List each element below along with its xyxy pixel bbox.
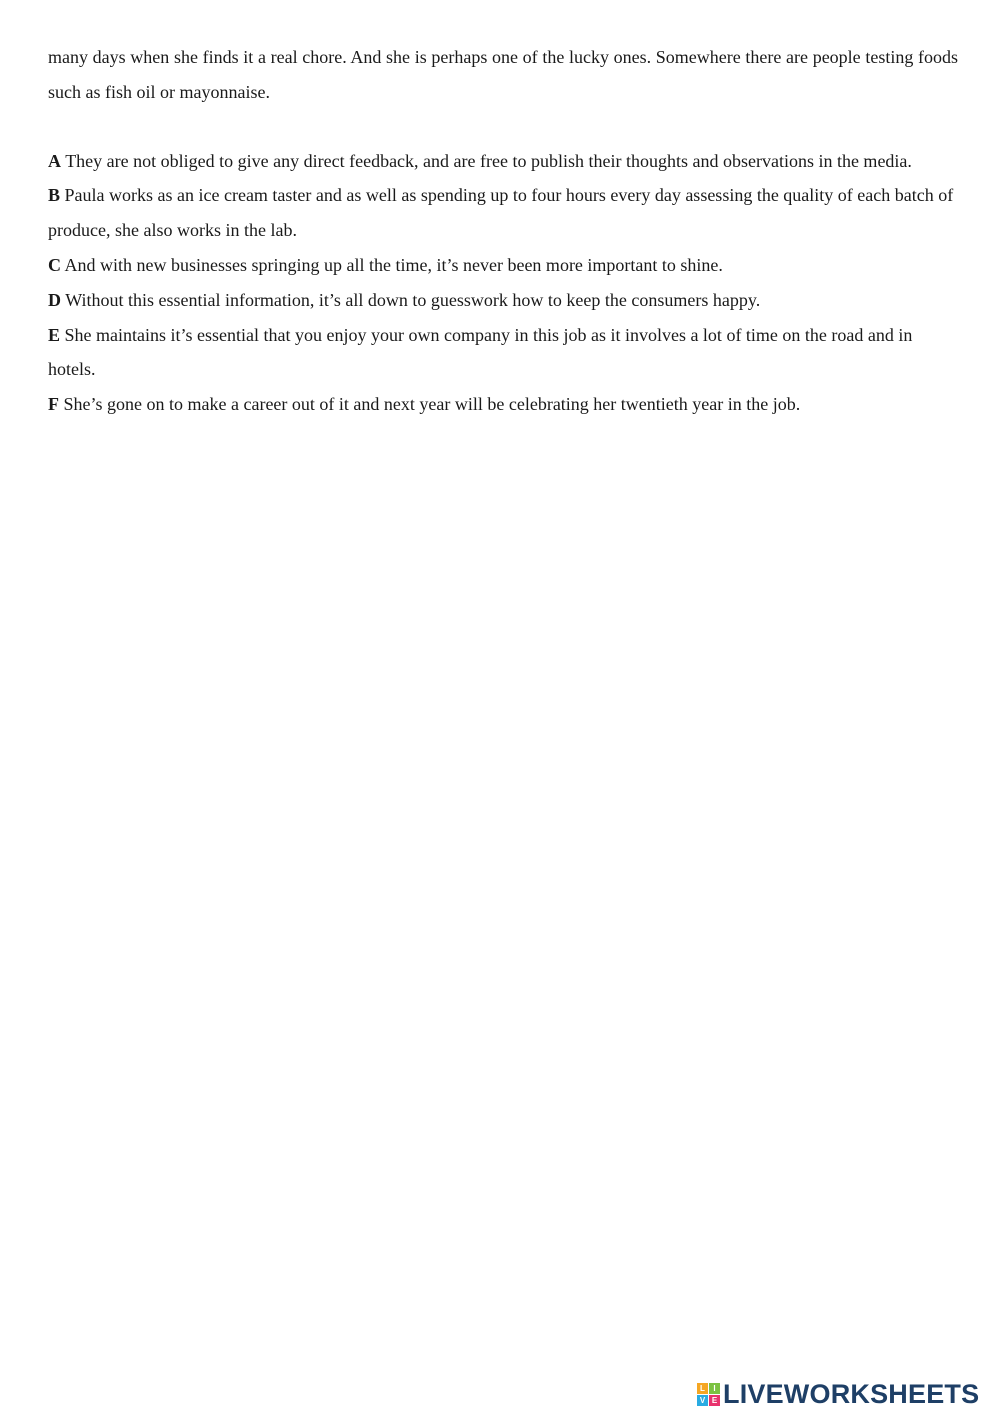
option-letter: D <box>48 289 61 310</box>
option-letter: E <box>48 324 61 345</box>
logo-tile: I <box>709 1383 720 1394</box>
logo-tile: V <box>697 1395 708 1406</box>
option-b <box>48 178 958 248</box>
option-text: And with new businesses springing up all the time, it’s never been more important to shine. <box>64 254 723 275</box>
option-d <box>48 283 958 318</box>
liveworksheets-logo[interactable] <box>697 1378 979 1410</box>
option-letter: A <box>48 150 61 171</box>
brand-name: LIVEWORKSHEETS <box>723 1379 980 1409</box>
option-a <box>48 144 958 179</box>
worksheet-page <box>48 40 958 422</box>
option-text: Without this essential information, it’s all down to guesswork how to keep the consumers happy. <box>65 289 761 310</box>
option-letter: F <box>48 394 59 415</box>
intro-paragraph: many days when she finds it a real chore. And she is perhaps one of the lucky ones. Somewhere there are people testing foods such as fish oil or mayonnaise. <box>48 47 958 102</box>
option-f <box>48 387 958 422</box>
option-text: They are not obliged to give any direct feedback, and are free to publish their thoughts and observations in the media. <box>65 150 912 171</box>
logo-tile: E <box>709 1395 720 1406</box>
option-text: Paula works as an ice cream taster and as well as spending up to four hours every day assessing the quality of each batch of produce, she also works in the lab. <box>48 185 954 241</box>
logo-tile: L <box>697 1383 708 1394</box>
option-c <box>48 248 958 283</box>
option-letter: B <box>48 185 61 206</box>
option-text: She’s gone on to make a career out of it and next year will be celebrating her twentieth year in the job. <box>63 394 801 415</box>
option-e <box>48 318 958 388</box>
option-letter: C <box>48 254 61 275</box>
options-list <box>48 144 958 422</box>
option-text: She maintains it’s essential that you enjoy your own company in this job as it involves a lot of time on the road and in hotels. <box>48 324 913 380</box>
liveworksheets-icon <box>697 1383 720 1406</box>
